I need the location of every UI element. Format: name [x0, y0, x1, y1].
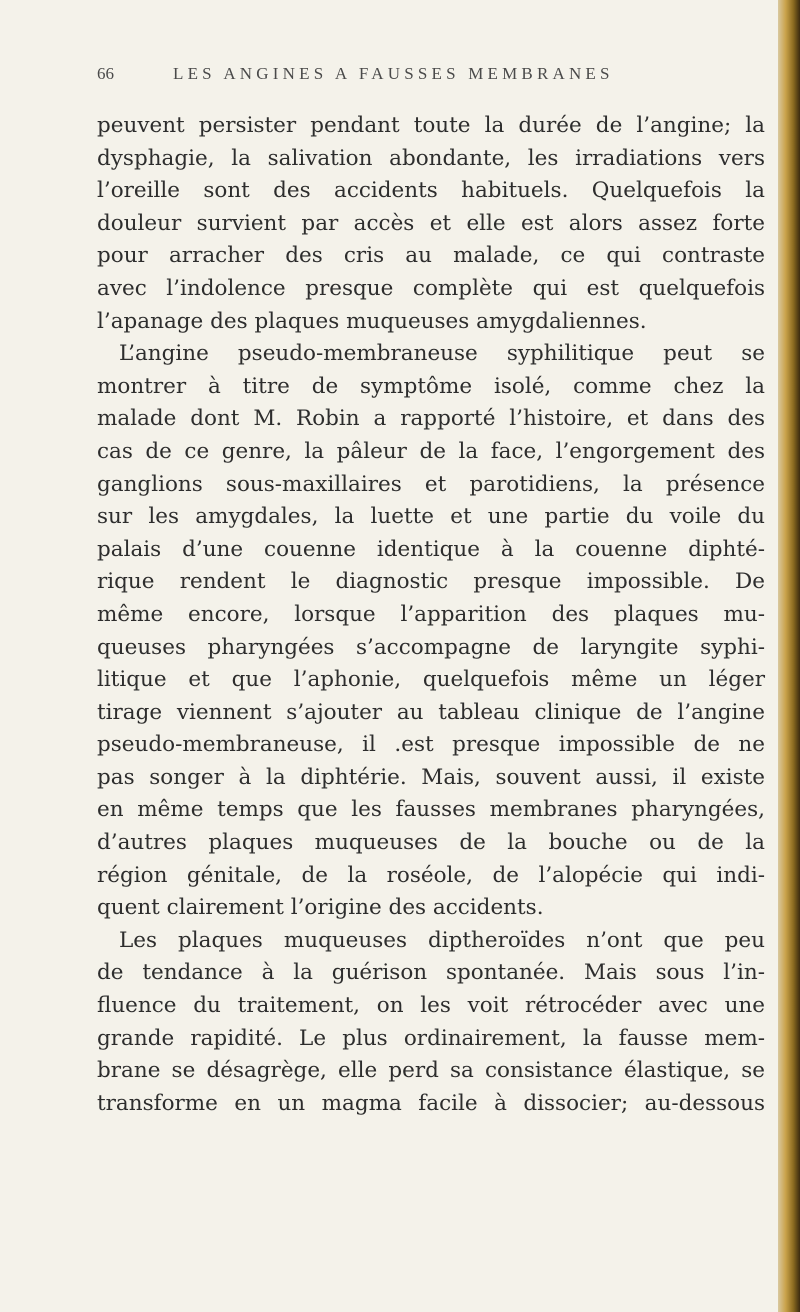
- text-line: d’autres plaques muqueuses de la bouche ou de la: [97, 830, 765, 856]
- page-number: 66: [97, 64, 114, 83]
- text-line: quent clairement l’origine des accidents.: [97, 895, 544, 921]
- text-line: transforme en un magma facile à dissocier; au-dessous: [97, 1090, 765, 1116]
- text-line: queuses pharyngées s’accompagne de laryngite syphi-: [97, 634, 765, 660]
- text-line: dysphagie, la salivation abondante, les irradiations vers: [97, 145, 765, 171]
- text-line: douleur survient par accès et elle est alors assez forte: [97, 210, 765, 236]
- text-line: tirage viennent s’ajouter au tableau clinique de l’angine: [97, 699, 765, 725]
- text-line: sur les amygdales, la luette et une partie du voile du: [97, 504, 765, 530]
- text-line: fluence du traitement, on les voit rétrocéder avec une: [97, 993, 765, 1019]
- text-line: pas songer à la diphtérie. Mais, souvent aussi, il existe: [97, 764, 765, 790]
- text-line: l’apanage des plaques muqueuses amygdaliennes.: [97, 308, 647, 334]
- text-line: pseudo-membraneuse, il .est presque impossible de ne: [97, 732, 765, 758]
- running-head: [97, 64, 757, 88]
- text-line: en même temps que les fausses membranes pharyngées,: [97, 797, 765, 823]
- text-line: ganglions sous-maxillaires et parotidiens, la présence: [97, 471, 765, 497]
- running-title: LES ANGINES A FAUSSES MEMBRANES: [173, 64, 614, 83]
- body-text: [97, 110, 765, 1120]
- text-line: malade dont M. Robin a rapporté l’histoire, et dans des: [97, 406, 765, 432]
- text-line: région génitale, de la roséole, de l’alopécie qui indi-: [97, 862, 765, 888]
- text-line: l’oreille sont des accidents habituels. Quelquefois la: [97, 178, 765, 204]
- text-line: peuvent persister pendant toute la durée de l’angine; la: [97, 113, 765, 138]
- text-line: Les plaques muqueuses diptheroïdes n’ont que peu: [119, 927, 765, 953]
- text-line: grande rapidité. Le plus ordinairement, la fausse mem-: [97, 1025, 765, 1051]
- binding-edge: [778, 0, 800, 1312]
- text-line: avec l’indolence presque complète qui est quelquefois: [97, 275, 765, 301]
- text-line: cas de ce genre, la pâleur de la face, l’engorgement des: [97, 438, 765, 464]
- text-line: même encore, lorsque l’apparition des plaques mu-: [97, 601, 765, 627]
- text-line: L’angine pseudo-membraneuse syphilitique peut se: [119, 341, 765, 367]
- text-line: brane se désagrège, elle perd sa consistance élastique, se: [97, 1058, 765, 1084]
- text-line: rique rendent le diagnostic presque impossible. De: [97, 569, 765, 595]
- text-line: palais d’une couenne identique à la couenne diphté-: [97, 536, 765, 562]
- text-line: pour arracher des cris au malade, ce qui contraste: [97, 243, 765, 269]
- text-line: litique et que l’aphonie, quelquefois même un léger: [97, 667, 765, 693]
- text-line: de tendance à la guérison spontanée. Mais sous l’in-: [97, 960, 765, 986]
- text-line: montrer à titre de symptôme isolé, comme chez la: [97, 373, 765, 399]
